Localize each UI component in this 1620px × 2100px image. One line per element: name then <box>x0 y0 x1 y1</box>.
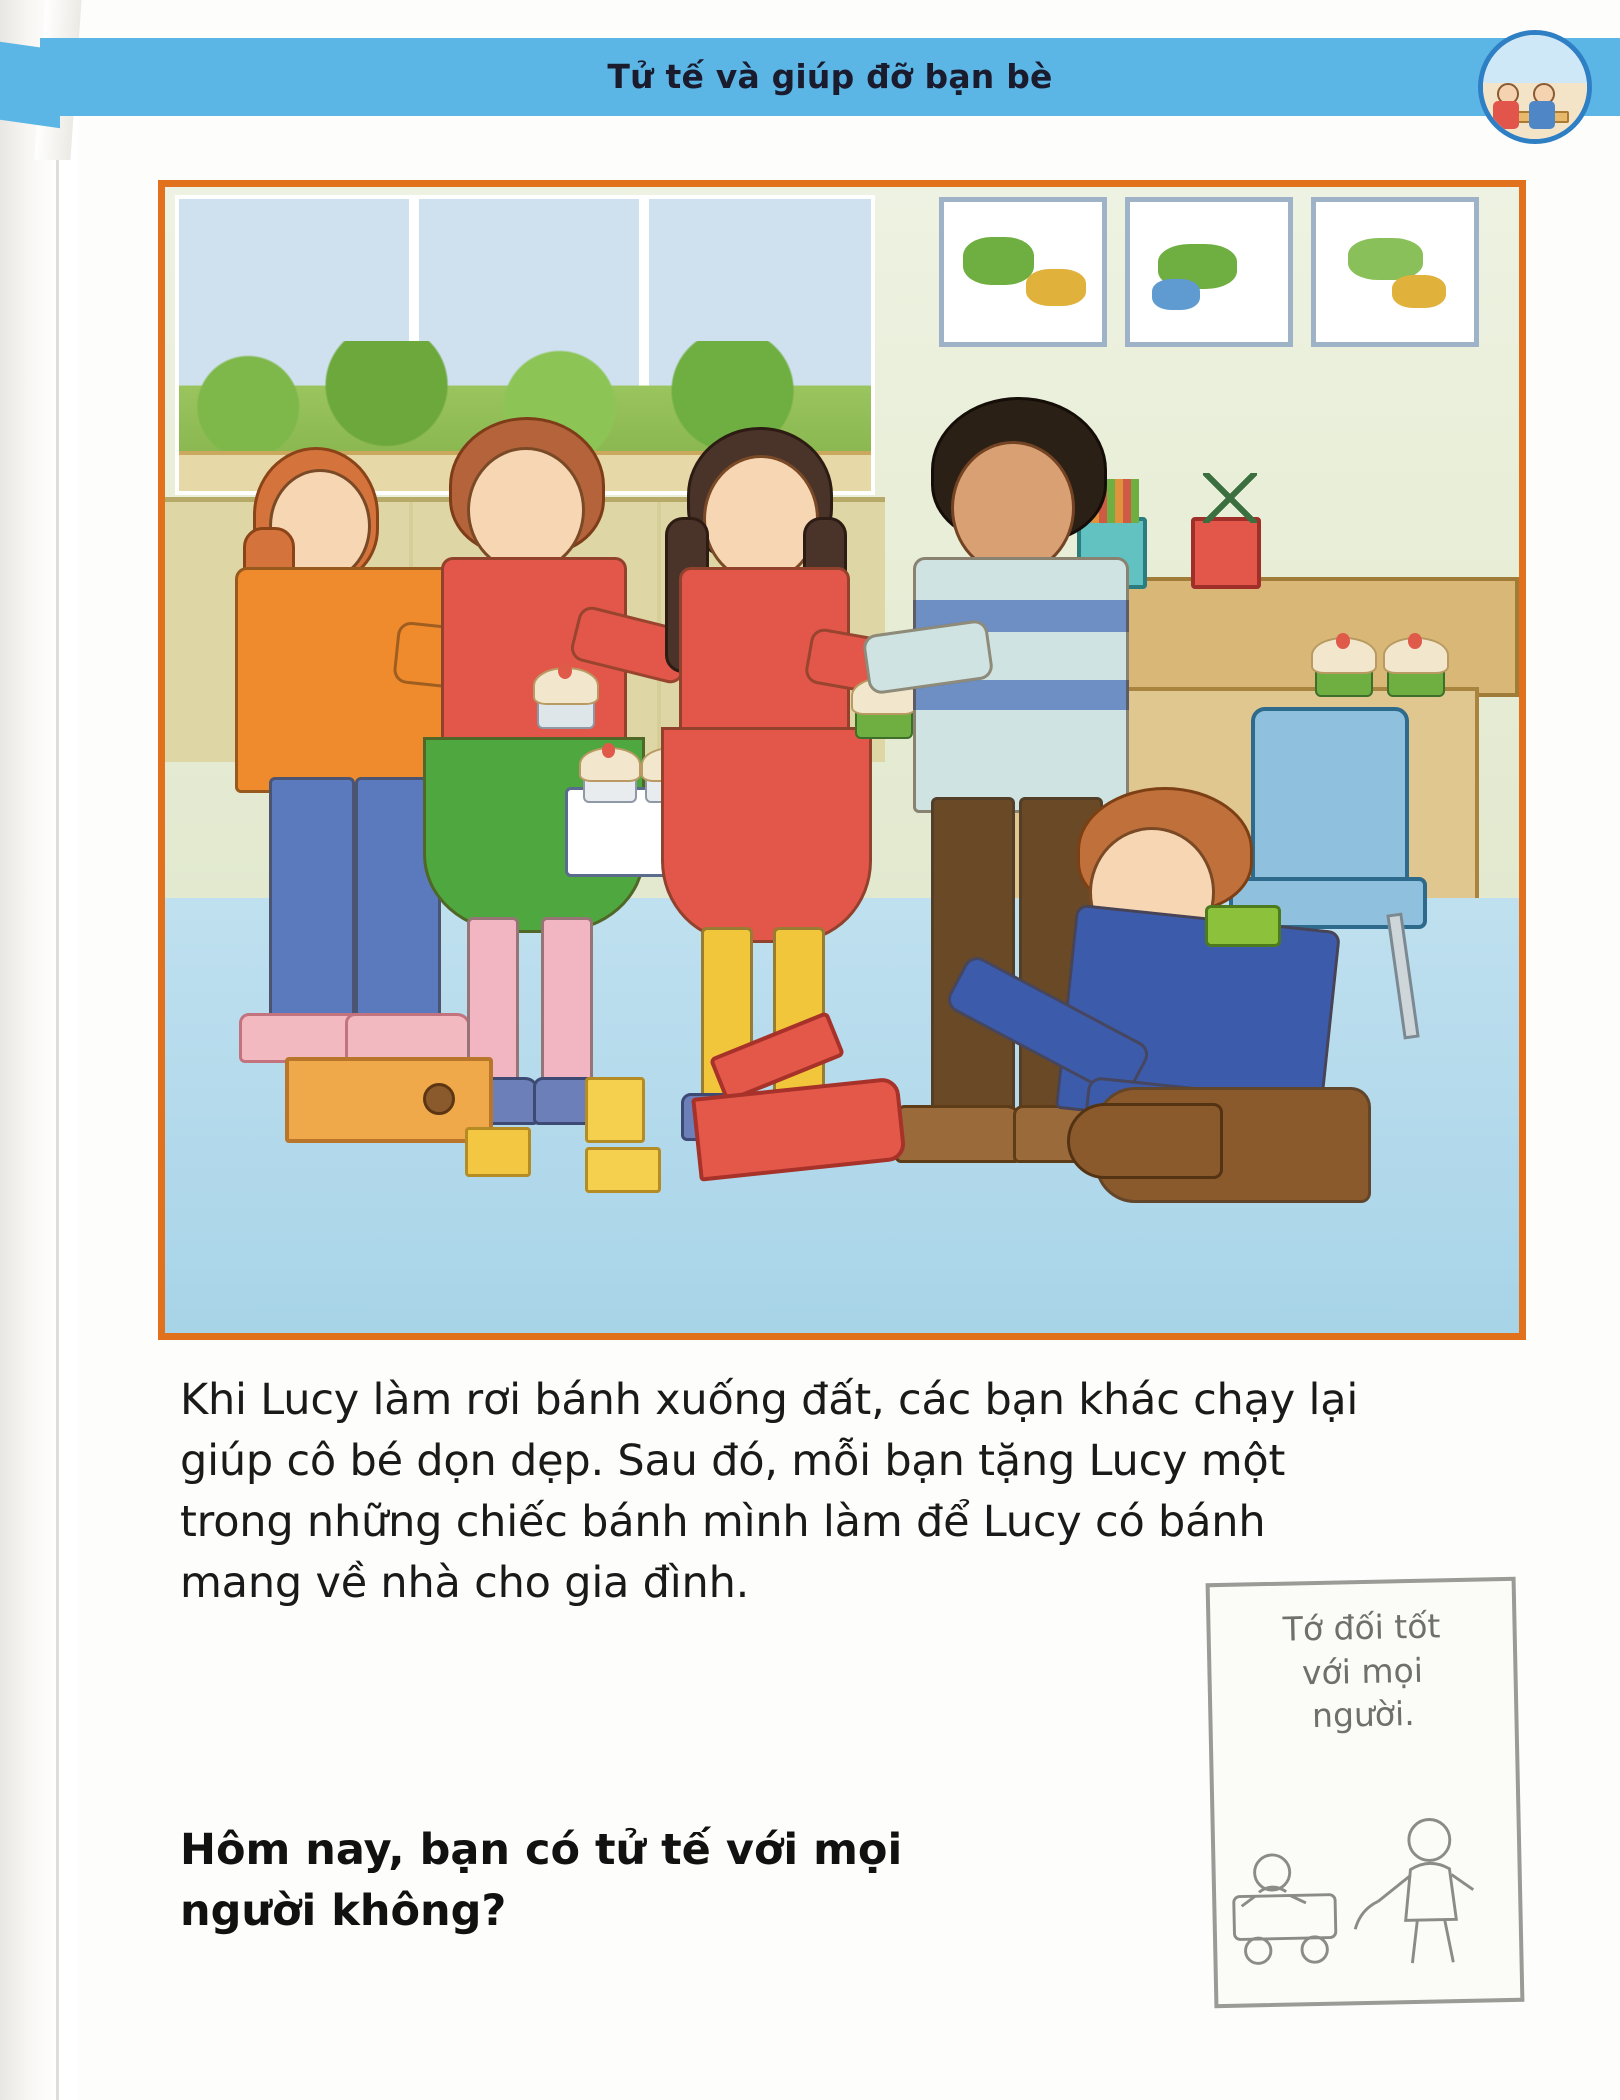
note-line-3: người. <box>1311 1694 1416 1736</box>
note-line-1: Tớ đối tốt <box>1282 1606 1441 1649</box>
page-title: Tử tế và giúp đỡ bạn bè <box>607 57 1053 96</box>
book-spine <box>0 0 78 2100</box>
story-paragraph <box>180 1370 1360 1614</box>
note-drawing-icon <box>1214 1795 1520 1986</box>
story-text: Khi Lucy làm rơi bánh xuống đất, các bạn khác chạy lại giúp cô bé dọn dẹp. Sau đó, mỗi bạn tặng Lucy một trong những chiếc bánh mình làm để Lucy có bánh mang về nhà cho gia đình. <box>180 1375 1359 1609</box>
cupcake-cherry <box>602 743 615 758</box>
cupcake <box>583 747 633 803</box>
chapter-badge-icon <box>1478 30 1592 144</box>
child-kneeling <box>1095 787 1475 1227</box>
head <box>951 441 1075 575</box>
crumb <box>423 1083 455 1115</box>
crumb <box>585 1147 661 1193</box>
wall-picture <box>1125 197 1293 347</box>
head <box>703 455 819 583</box>
cupcake-cherry <box>1336 633 1350 649</box>
note-card <box>1206 1577 1525 2008</box>
scissors-pot <box>1191 517 1261 589</box>
note-line-2: với mọi <box>1301 1650 1424 1692</box>
cupcake <box>1315 637 1369 697</box>
cupcake-cherry <box>1408 633 1422 649</box>
head <box>467 447 585 573</box>
picture-shape <box>1026 269 1086 305</box>
badge-child-left <box>1493 83 1519 129</box>
header-banner <box>40 38 1620 116</box>
striped-shirt <box>913 557 1129 813</box>
badge-child-body <box>1493 101 1519 129</box>
note-text <box>1210 1603 1515 1740</box>
fallen-box <box>285 1057 493 1143</box>
crumb <box>585 1077 645 1143</box>
picture-shape <box>1152 279 1199 310</box>
shoe <box>1067 1103 1223 1179</box>
leg <box>541 917 593 1103</box>
leg <box>269 777 355 1033</box>
illustration-panel <box>158 180 1526 1340</box>
cupcake <box>1387 637 1441 697</box>
pinafore-skirt <box>661 727 872 943</box>
wall-picture <box>939 197 1107 347</box>
crumb <box>465 1127 531 1177</box>
collar <box>1205 905 1281 947</box>
shoe <box>895 1105 1021 1163</box>
picture-shape <box>1392 275 1446 309</box>
wall-picture <box>1311 197 1479 347</box>
badge-child-right <box>1529 83 1555 129</box>
scissors-icon <box>1203 473 1257 523</box>
cupcake-held <box>537 667 591 729</box>
badge-sky <box>1483 35 1587 83</box>
wall-pictures <box>939 197 1479 347</box>
spine-crease <box>56 0 59 2100</box>
reflection-question: Hôm nay, bạn có tử tế với mọi người không? <box>180 1825 903 1937</box>
cupcake-cherry <box>558 663 572 679</box>
picture-shape <box>963 237 1034 285</box>
badge-child-body <box>1529 101 1555 129</box>
